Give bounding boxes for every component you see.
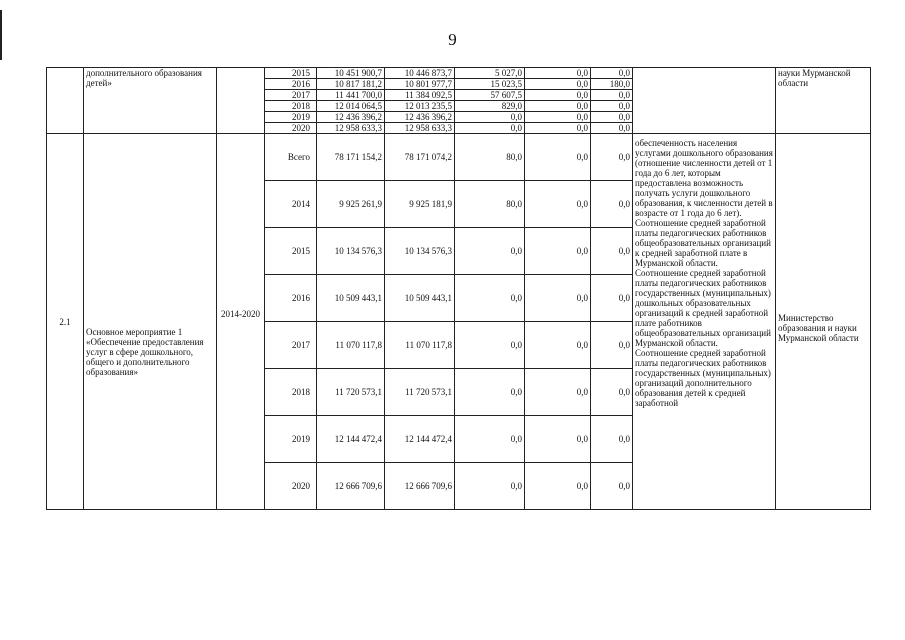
- regional-cell: 12 436 396,2: [385, 112, 455, 123]
- local-cell: 0,0: [525, 416, 591, 463]
- regional-cell: 10 446 873,7: [385, 68, 455, 79]
- year-cell: 2018: [265, 369, 317, 416]
- executor: Министерство образования и науки Мурманской области: [776, 134, 871, 510]
- regional-cell: 11 070 117,8: [385, 322, 455, 369]
- year-cell: 2014: [265, 181, 317, 228]
- total-cell: 12 436 396,2: [317, 112, 385, 123]
- year-cell: 2020: [265, 123, 317, 134]
- federal-cell: 0,0: [455, 322, 525, 369]
- federal-cell: 829,0: [455, 101, 525, 112]
- federal-cell: 57 607,5: [455, 90, 525, 101]
- federal-cell: 0,0: [455, 275, 525, 322]
- period-cell: [217, 68, 265, 134]
- year-cell: 2018: [265, 101, 317, 112]
- other-cell: 0,0: [591, 416, 633, 463]
- regional-cell: 10 509 443,1: [385, 275, 455, 322]
- local-cell: 0,0: [525, 228, 591, 275]
- local-cell: 0,0: [525, 463, 591, 510]
- regional-cell: 12 958 633,3: [385, 123, 455, 134]
- regional-cell: 10 801 977,7: [385, 79, 455, 90]
- other-cell: 0,0: [591, 101, 633, 112]
- regional-cell: 11 384 092,5: [385, 90, 455, 101]
- federal-cell: 0,0: [455, 112, 525, 123]
- year-cell: 2017: [265, 90, 317, 101]
- regional-cell: 12 144 472,4: [385, 416, 455, 463]
- year-cell: 2017: [265, 322, 317, 369]
- year-cell: Всего: [265, 134, 317, 181]
- total-cell: 11 720 573,1: [317, 369, 385, 416]
- local-cell: 0,0: [525, 369, 591, 416]
- other-cell: 0,0: [591, 181, 633, 228]
- program-table: [46, 67, 871, 510]
- other-cell: 0,0: [591, 123, 633, 134]
- year-cell: 2019: [265, 112, 317, 123]
- local-cell: 0,0: [525, 112, 591, 123]
- local-cell: 0,0: [525, 68, 591, 79]
- other-cell: 0,0: [591, 463, 633, 510]
- other-cell: 0,0: [591, 228, 633, 275]
- federal-cell: 5 027,0: [455, 68, 525, 79]
- total-cell: 12 958 633,3: [317, 123, 385, 134]
- federal-cell: 0,0: [455, 228, 525, 275]
- total-cell: 12 014 064,5: [317, 101, 385, 112]
- year-cell: 2016: [265, 79, 317, 90]
- other-cell: 0,0: [591, 112, 633, 123]
- row-number: 2.1: [47, 134, 84, 510]
- top-block: [47, 68, 871, 134]
- other-cell: 0,0: [591, 322, 633, 369]
- regional-cell: 9 925 181,9: [385, 181, 455, 228]
- other-cell: 0,0: [591, 275, 633, 322]
- year-cell: 2016: [265, 275, 317, 322]
- federal-cell: 0,0: [455, 369, 525, 416]
- year-cell: 2015: [265, 228, 317, 275]
- year-cell: 2019: [265, 416, 317, 463]
- regional-cell: 10 134 576,3: [385, 228, 455, 275]
- federal-cell: 80,0: [455, 134, 525, 181]
- indicators-cell: [633, 68, 776, 134]
- regional-cell: 12 666 709,6: [385, 463, 455, 510]
- total-cell: 78 171 154,2: [317, 134, 385, 181]
- year-cell: 2020: [265, 463, 317, 510]
- local-cell: 0,0: [525, 275, 591, 322]
- local-cell: 0,0: [525, 101, 591, 112]
- event-name-fragment: дополнительного образования детей»: [84, 68, 217, 134]
- year-cell: 2015: [265, 68, 317, 79]
- local-cell: 0,0: [525, 79, 591, 90]
- other-cell: 0,0: [591, 134, 633, 181]
- total-cell: 10 817 181,2: [317, 79, 385, 90]
- main-block: [47, 134, 871, 510]
- federal-cell: 0,0: [455, 416, 525, 463]
- table-row: [47, 68, 871, 79]
- executor-fragment: науки Мурманской области: [776, 68, 871, 134]
- total-cell: 9 925 261,9: [317, 181, 385, 228]
- total-cell: 10 509 443,1: [317, 275, 385, 322]
- other-cell: 0,0: [591, 90, 633, 101]
- federal-cell: 80,0: [455, 181, 525, 228]
- local-cell: 0,0: [525, 322, 591, 369]
- period: 2014-2020: [217, 134, 265, 510]
- indicators-text: обеспеченность населения услугами дошкольного образования (отношение численности детей от 1 года до 6 лет, которым предоставлена возможность получать услуги дошкольного образования, к численности детей в возрасте от 1 года до 6 лет). Соотношение средней заработной платы педагогических работников общеобразовательных организаций к средней заработной плате в Мурманской области. Соотношение средней заработной платы педагогических работников государственных (муниципальных) дошкольных образовательных организаций к средней заработной плате работников общеобразовательных организаций Мурманской области. Соотношение средней заработной платы педагогических работников государственных (муниципальных) организаций дополнительного образования детей к средней заработной: [633, 134, 776, 510]
- other-cell: 0,0: [591, 68, 633, 79]
- total-cell: 11 070 117,8: [317, 322, 385, 369]
- local-cell: 0,0: [525, 90, 591, 101]
- row-number-cell: [47, 68, 84, 134]
- total-cell: 11 441 700,0: [317, 90, 385, 101]
- event-name: Основное мероприятие 1 «Обеспечение предоставления услуг в сфере дошкольного, общего и дополнительного образования»: [84, 134, 217, 510]
- total-cell: 12 666 709,6: [317, 463, 385, 510]
- regional-cell: 78 171 074,2: [385, 134, 455, 181]
- other-cell: 0,0: [591, 369, 633, 416]
- regional-cell: 12 013 235,5: [385, 101, 455, 112]
- page-number: 9: [448, 30, 457, 49]
- federal-cell: 0,0: [455, 463, 525, 510]
- local-cell: 0,0: [525, 134, 591, 181]
- local-cell: 0,0: [525, 123, 591, 134]
- total-cell: 12 144 472,4: [317, 416, 385, 463]
- total-cell: 10 134 576,3: [317, 228, 385, 275]
- total-cell: 10 451 900,7: [317, 68, 385, 79]
- federal-cell: 0,0: [455, 123, 525, 134]
- regional-cell: 11 720 573,1: [385, 369, 455, 416]
- federal-cell: 15 023,5: [455, 79, 525, 90]
- table-row: [47, 134, 871, 181]
- local-cell: 0,0: [525, 181, 591, 228]
- other-cell: 180,0: [591, 79, 633, 90]
